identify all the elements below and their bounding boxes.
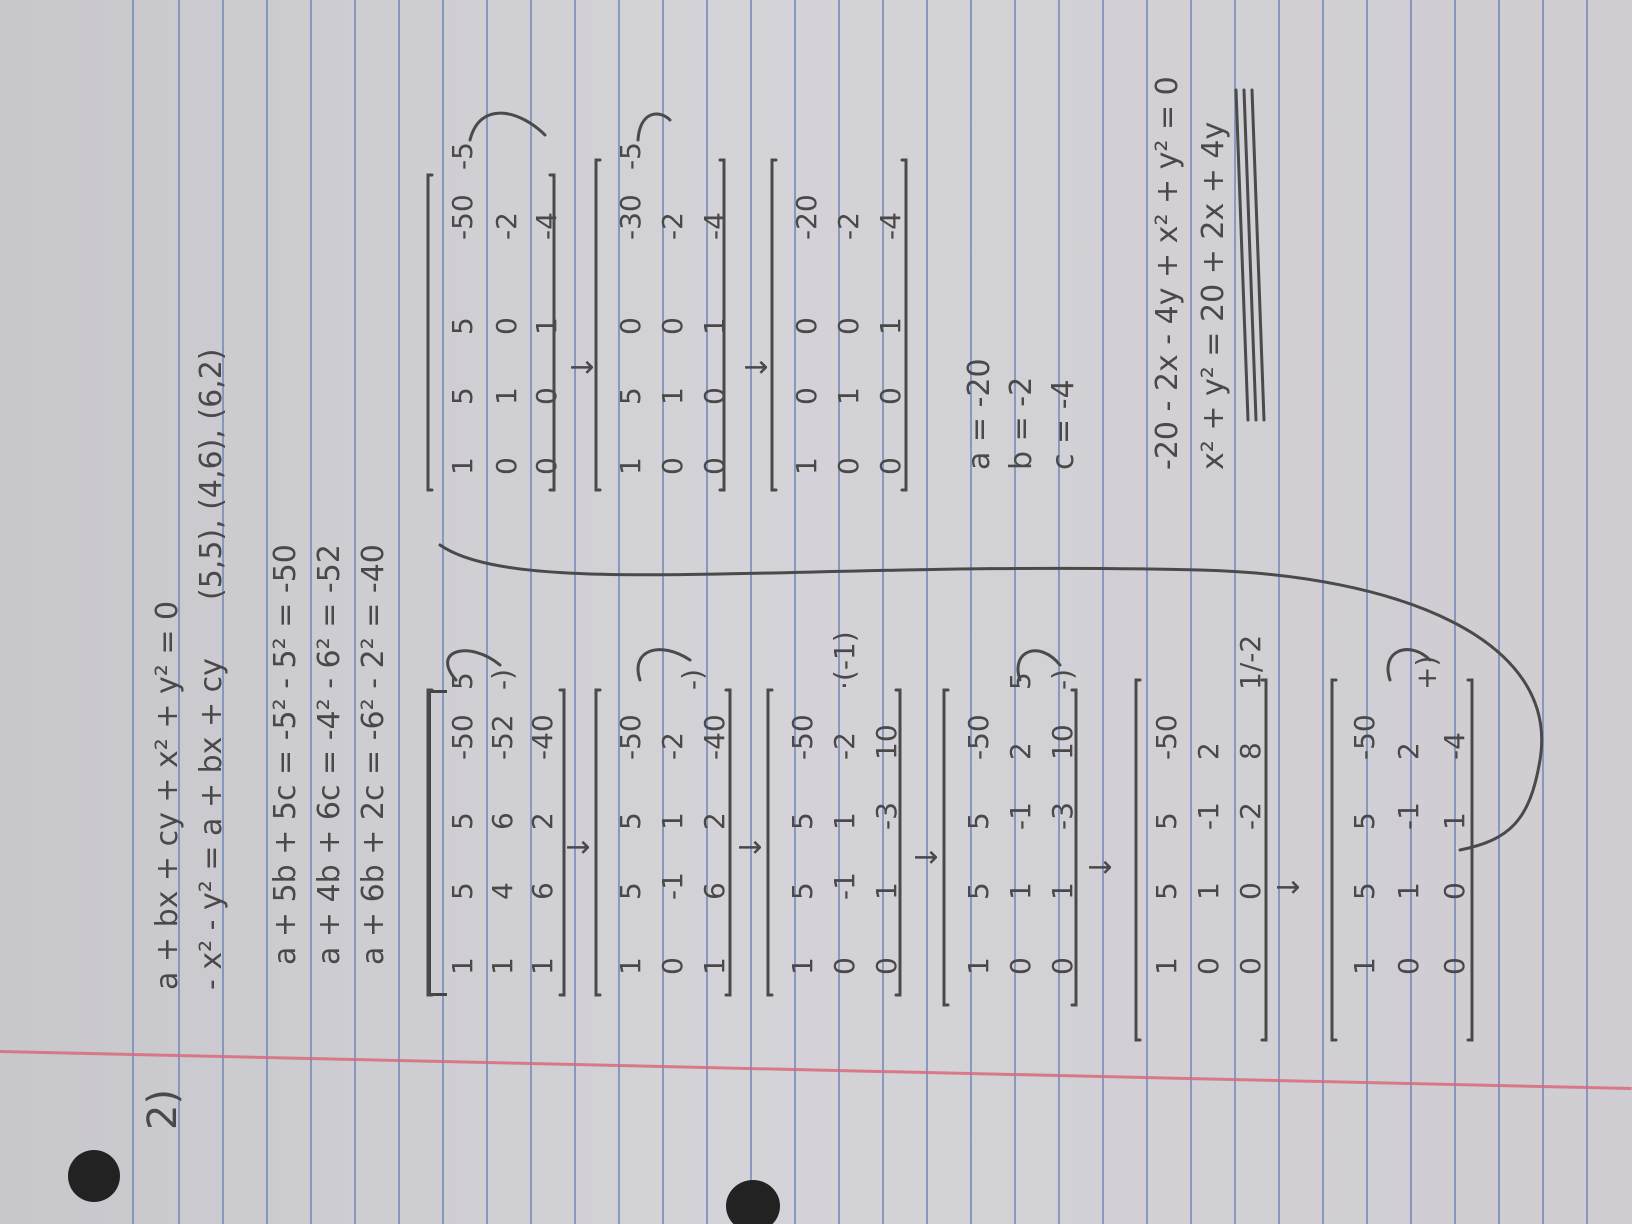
matrix-cell: 1: [1348, 957, 1381, 975]
matrix-cell: -1: [1192, 802, 1225, 830]
matrix-cell: 0: [490, 317, 523, 335]
matrix-cell: 1: [656, 812, 689, 830]
matrix-cell: 0: [614, 317, 647, 335]
arrow: ↓: [562, 834, 597, 860]
row-operation: -): [676, 668, 709, 690]
matrix-cell: 1: [446, 457, 479, 475]
matrix-cell: 10: [1046, 724, 1079, 760]
row-operation: +): [1410, 655, 1443, 690]
matrix-cell: 0: [1004, 957, 1037, 975]
matrix-cell: 6: [526, 882, 559, 900]
matrix-cell: 5: [962, 812, 995, 830]
row-operation: ·(-1): [828, 631, 861, 690]
matrix-cell: 5: [446, 812, 479, 830]
matrix-cell: 1: [870, 882, 903, 900]
matrix-cell: 0: [656, 957, 689, 975]
matrix-cell: 4: [486, 882, 519, 900]
solution-a: a = -20: [962, 358, 997, 470]
matrix-cell: 6: [486, 812, 519, 830]
punch-hole: [726, 1180, 780, 1224]
matrix-cell: 1: [1046, 882, 1079, 900]
matrix-cell: 2: [1192, 742, 1225, 760]
matrix-cell: -2: [828, 732, 861, 760]
row-operation: -5: [614, 142, 647, 170]
margin-line: [0, 1050, 1632, 1090]
matrix-cell: 1: [874, 317, 907, 335]
matrix-cell: 5: [446, 387, 479, 405]
matrix-cell: 5: [962, 882, 995, 900]
solution-c: c = -4: [1046, 379, 1081, 470]
matrix-cell: 1: [828, 812, 861, 830]
matrix-cell: -1: [656, 872, 689, 900]
matrix-cell: 0: [656, 317, 689, 335]
matrix-cell: 0: [832, 317, 865, 335]
matrix-cell: -50: [614, 714, 647, 760]
solution-b: b = -2: [1004, 376, 1039, 470]
matrix-cell: 1: [786, 957, 819, 975]
final-equation-2: x² + y² = 20 + 2x + 4y: [1196, 121, 1231, 470]
matrix-cell: 1: [832, 387, 865, 405]
arrow: ↓: [1272, 874, 1307, 900]
matrix-cell: -50: [446, 194, 479, 240]
matrix-cell: 1: [614, 957, 647, 975]
system-equation-1: a + 5b + 5c = -5² - 5² = -50: [268, 544, 303, 965]
matrix-cell: 1: [486, 957, 519, 975]
matrix-cell: 0: [490, 457, 523, 475]
matrix-cell: -20: [790, 194, 823, 240]
matrix-cell: 5: [786, 812, 819, 830]
matrix-cell: 0: [698, 457, 731, 475]
matrix-cell: 0: [1234, 957, 1267, 975]
matrix-cell: 0: [530, 457, 563, 475]
matrix-cell: -4: [1438, 732, 1471, 760]
matrix-cell: 0: [874, 457, 907, 475]
matrix-cell: -50: [1348, 714, 1381, 760]
general-equation: a + bx + cy + x² + y² = 0: [150, 600, 185, 990]
matrix-cell: 5: [1348, 882, 1381, 900]
matrix-cell: 5: [786, 882, 819, 900]
matrix-cell: 1: [1150, 957, 1183, 975]
matrix-cell: 1: [530, 317, 563, 335]
rearranged-equation: - x² - y² = a + bx + cy: [194, 658, 229, 990]
matrix-cell: 0: [790, 317, 823, 335]
matrix-cell: 2: [698, 812, 731, 830]
matrix-cell: -1: [828, 872, 861, 900]
matrix-cell: -50: [962, 714, 995, 760]
matrix-cell: 6: [698, 882, 731, 900]
matrix-cell: 0: [832, 457, 865, 475]
matrix-cell: 1: [698, 317, 731, 335]
matrix-cell: 0: [1234, 882, 1267, 900]
matrix-cell: 8: [1234, 742, 1267, 760]
matrix-cell: -40: [526, 714, 559, 760]
matrix-cell: -2: [1234, 802, 1267, 830]
arrow: ↓: [566, 354, 601, 380]
matrix-cell: 0: [828, 957, 861, 975]
final-equation-1: -20 - 2x - 4y + x² + y² = 0: [1150, 76, 1185, 470]
matrix-cell: 1: [1004, 882, 1037, 900]
matrix-cell: 5: [614, 387, 647, 405]
matrix-cell: 5: [446, 882, 479, 900]
matrix-cell: 5: [1150, 812, 1183, 830]
matrix-cell: 1: [1392, 882, 1425, 900]
matrix-cell: 5: [614, 812, 647, 830]
matrix-cell: -4: [530, 212, 563, 240]
matrix-cell: 2: [1392, 742, 1425, 760]
matrix-cell: 5: [446, 317, 479, 335]
arrow: ↓: [734, 834, 769, 860]
matrix-cell: -2: [832, 212, 865, 240]
matrix-cell: -50: [786, 714, 819, 760]
problem-number: 2): [140, 1088, 186, 1130]
row-operation: 5: [1004, 672, 1037, 690]
matrix-cell: -2: [656, 212, 689, 240]
matrix-cell: -30: [614, 194, 647, 240]
matrix-cell: 1: [790, 457, 823, 475]
punch-hole: [68, 1150, 120, 1202]
matrix-cell: 1: [614, 457, 647, 475]
matrix-cell: 0: [1046, 957, 1079, 975]
matrix-cell: -4: [874, 212, 907, 240]
matrix-cell: 2: [1004, 742, 1037, 760]
row-operation: -): [486, 668, 519, 690]
row-operation: -5: [446, 142, 479, 170]
matrix-cell: 0: [698, 387, 731, 405]
matrix-cell: -2: [490, 212, 523, 240]
matrix-cell: 0: [870, 957, 903, 975]
matrix-cell: 0: [1392, 957, 1425, 975]
matrix-cell: -3: [870, 802, 903, 830]
matrix-cell: -1: [1392, 802, 1425, 830]
matrix-cell: -4: [698, 212, 731, 240]
matrix-cell: 0: [1438, 882, 1471, 900]
arrow: ↓: [910, 844, 945, 870]
matrix-cell: 0: [530, 387, 563, 405]
matrix-cell: 2: [526, 812, 559, 830]
matrix-cell: 1: [446, 957, 479, 975]
matrix-cell: 1: [1438, 812, 1471, 830]
matrix-cell: 5: [1150, 882, 1183, 900]
matrix-cell: 1: [698, 957, 731, 975]
matrix-cell: 0: [656, 457, 689, 475]
arrow: ↓: [1084, 854, 1119, 880]
row-operation: 5: [446, 672, 479, 690]
given-points: (5,5), (4,6), (6,2): [194, 348, 229, 600]
matrix-cell: 1: [526, 957, 559, 975]
matrix-cell: -50: [1150, 714, 1183, 760]
matrix-cell: 0: [1438, 957, 1471, 975]
arrow: ↓: [740, 354, 775, 380]
matrix-cell: 1: [656, 387, 689, 405]
matrix-cell: -3: [1046, 802, 1079, 830]
matrix-cell: 0: [1192, 957, 1225, 975]
matrix-cell: -2: [656, 732, 689, 760]
matrix-cell: 0: [790, 387, 823, 405]
system-equation-3: a + 6b + 2c = -6² - 2² = -40: [356, 544, 391, 965]
matrix-cell: 1: [962, 957, 995, 975]
row-operation: 1/-2: [1234, 634, 1267, 690]
matrix-cell: 1: [490, 387, 523, 405]
matrix-cell: 10: [870, 724, 903, 760]
system-equation-2: a + 4b + 6c = -4² - 6² = -52: [312, 544, 347, 965]
matrix-cell: 1: [1192, 882, 1225, 900]
matrix-cell: -52: [486, 714, 519, 760]
matrix-cell: -1: [1004, 802, 1037, 830]
matrix-cell: 5: [1348, 812, 1381, 830]
row-operation: -): [1046, 668, 1079, 690]
matrix-cell: 5: [614, 882, 647, 900]
matrix-cell: -50: [446, 714, 479, 760]
matrix-cell: -40: [698, 714, 731, 760]
matrix-cell: 0: [874, 387, 907, 405]
